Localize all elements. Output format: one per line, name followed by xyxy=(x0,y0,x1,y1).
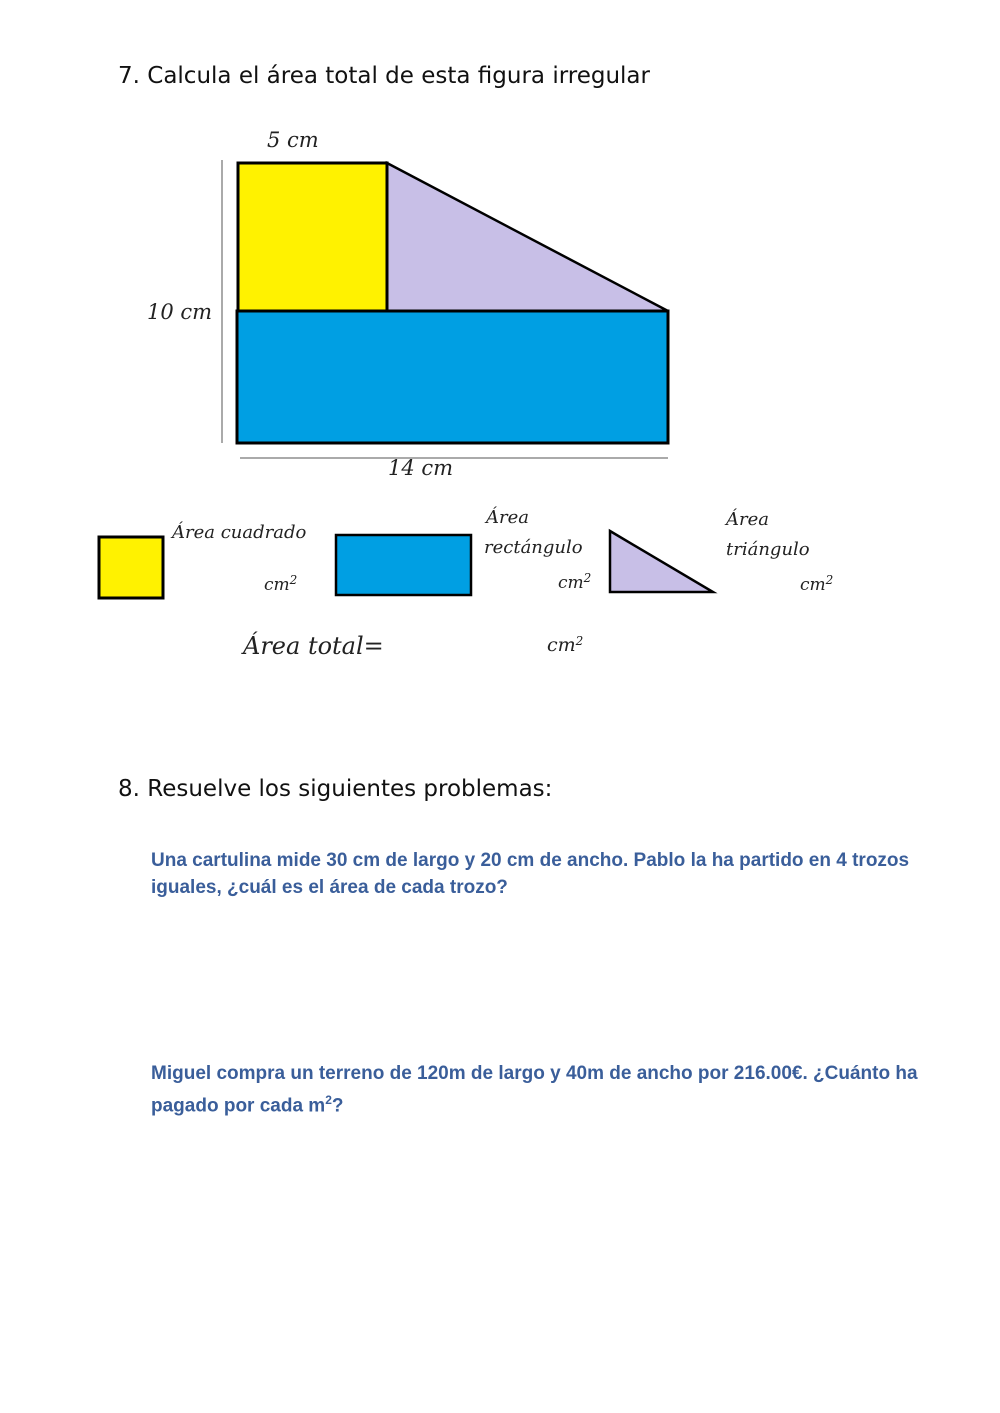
rectangle-area-unit: $cm^2$ xyxy=(558,571,592,593)
dimension-left-label: 10 cm xyxy=(147,300,213,324)
problem-1-text: Una cartulina mide 30 cm de largo y 20 cm de ancho. Pablo la ha partido en 4 trozos iguales, ¿cuál es el área de cada trozo? xyxy=(151,850,910,898)
figure-rectangle xyxy=(237,311,668,443)
total-area-unit: $cm^2$ xyxy=(547,634,584,656)
problem-2-text: Miguel compra un terreno de 120m de largo y 40m de ancho por 216.00€. ¿Cuánto ha pagado por cada $m^2$? xyxy=(151,1063,918,1117)
legend-triangle xyxy=(610,531,713,592)
legend-rectangle xyxy=(336,535,471,595)
rectangle-area-label-line2: rectángulo xyxy=(484,537,583,558)
total-area-label: Área total= xyxy=(243,632,384,660)
square-area-unit: $cm^2$ xyxy=(264,573,298,595)
exercise-7-title: 7. Calcula el área total de esta figura irregular xyxy=(118,63,650,89)
figure-square xyxy=(238,163,387,311)
dimension-top-label: 5 cm xyxy=(267,128,319,152)
rectangle-area-label-line1: Área xyxy=(486,507,529,528)
legend-square xyxy=(99,537,163,598)
figure-triangle xyxy=(387,163,668,311)
dimension-bottom-label: 14 cm xyxy=(388,456,454,480)
square-area-label: Área cuadrado xyxy=(172,522,307,543)
triangle-area-label-line2: triángulo xyxy=(726,539,810,560)
triangle-area-label-line1: Área xyxy=(726,509,769,530)
triangle-area-unit: $cm^2$ xyxy=(800,573,834,595)
exercise-8-title: 8. Resuelve los siguientes problemas: xyxy=(118,776,553,802)
